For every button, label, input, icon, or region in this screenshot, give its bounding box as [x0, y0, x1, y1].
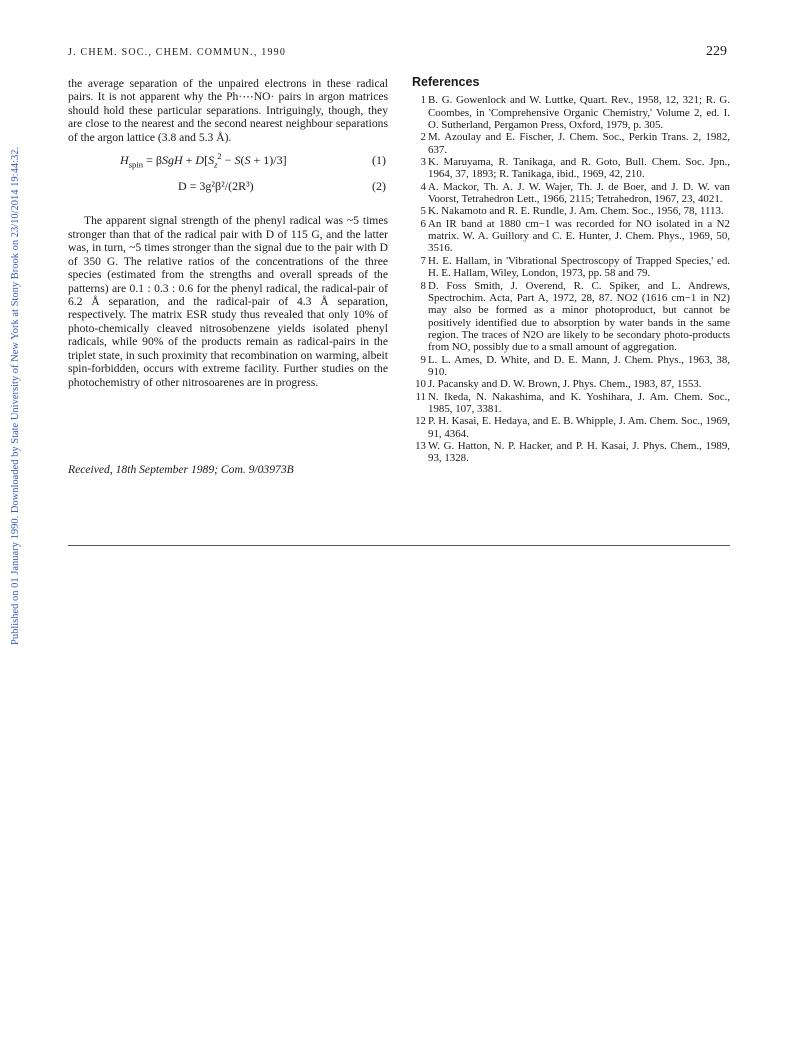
body-paragraph-1: the average separation of the unpaired electrons in these radical pairs. It is not apparent why the Ph·⋯NO· pairs in argon matrices should hold these particular separations. Intriguingly, though, they are close to the nearest and the second nearest neighbour separations of the argon lattice (3.8 and 5.3 Å).: [68, 77, 388, 144]
reference-number: 12: [415, 415, 426, 428]
page-divider: [68, 545, 730, 546]
reference-item: [412, 354, 730, 379]
reference-item: [412, 391, 730, 416]
reference-item: [412, 131, 730, 156]
download-stamp-text: Published on 01 January 1990. Downloaded by State University of New York at Stony Brook on 23/10/2014 19:44:32.: [10, 146, 21, 645]
reference-item: [412, 218, 730, 255]
reference-number: 8: [420, 279, 426, 292]
reference-item: [412, 156, 730, 181]
reference-number: 2: [420, 131, 426, 144]
reference-number: 11: [415, 390, 426, 403]
download-stamp: [10, 125, 22, 645]
reference-text: K. Nakamoto and R. E. Rundle, J. Am. Chem. Soc., 1956, 78, 1113.: [428, 205, 724, 218]
reference-number: 9: [420, 353, 426, 366]
reference-text: W. G. Hatton, N. P. Hacker, and P. H. Kasai, J. Phys. Chem., 1989, 93, 1328.: [428, 439, 730, 465]
equation-2: [68, 180, 388, 200]
reference-text: K. Maruyama, R. Tanikaga, and R. Goto, Bull. Chem. Soc. Jpn., 1964, 37, 1893; R. Tanikaga, ibid., 1969, 42, 210.: [428, 156, 730, 181]
reference-text: N. Ikeda, N. Nakashima, and K. Yoshihara, J. Am. Chem. Soc., 1985, 107, 3381.: [428, 390, 730, 415]
reference-text: A. Mackor, Th. A. J. W. Wajer, Th. J. de Boer, and J. D. W. van Voorst, Tetrahedron Lett., 1966, 2115; Tetrahedron, 1967, 23, 4021.: [428, 180, 730, 206]
reference-item: [412, 280, 730, 354]
reference-item: [412, 205, 730, 217]
equation-1-expression: $H_{spin} = \beta SgH + D[S_z^2 - S(S + 1)/3]$: [120, 151, 287, 170]
reference-item: [412, 440, 730, 465]
reference-list: [412, 94, 730, 464]
reference-text: H. E. Hallam, in 'Vibrational Spectroscopy of Trapped Species,' ed. H. E. Hallam, Wiley, London, 1973, pp. 58 and 79.: [428, 254, 730, 280]
reference-item: [412, 415, 730, 440]
body-paragraph-2: The apparent signal strength of the phenyl radical was ~5 times stronger than that of the radical pair with D of 115 G, and the latter was, in turn, ~5 times stronger than the signal due to the pair with D of 350 G. The relative ratios of the concentrations of the three species (estimated from the strengths and overall spreads of the patterns) are 0.1 : 0.3 : 0.6 for the phenyl radical, the radical-pair of 6.2 Å separation, and the radical-pair of 4.3 Å separation, respectively. The matrix ESR study thus revealed that only 10% of photo-chemically cleaved nitrosobenzene yields isolated phenyl radicals, while 90% of the products remain as radical-pairs in the triplet state, in such proximity that recombination on warming, albeit spin-forbidden, occurs with extreme facility. Further studies on the photochemistry of other nitrosoarenes are in progress.: [68, 214, 388, 389]
reference-text: J. Pacansky and D. W. Brown, J. Phys. Chem., 1983, 87, 1553.: [428, 378, 702, 391]
reference-number: 13: [415, 439, 426, 452]
reference-text: D. Foss Smith, J. Overend, R. C. Spiker, and L. Andrews, Spectrochim. Acta, Part A, 1972, 28, 87. NO2 (1616 cm−1 in N2) may also be formed as a minor photoproduct, but cannot be positively identified due to absorption by water bands in the same region. The traces of N2O are likely to be secondary photo-products from NO, possibly due to a small amount of aggregation.: [428, 279, 730, 354]
received-line: Received, 18th September 1989; Com. 9/03973B: [68, 463, 294, 476]
reference-text: L. L. Ames, D. White, and D. E. Mann, J. Chem. Phys., 1963, 38, 910.: [428, 353, 730, 378]
page-number: 229: [706, 44, 727, 59]
reference-item: [412, 181, 730, 206]
reference-number: 5: [420, 205, 426, 218]
reference-number: 3: [420, 156, 426, 169]
equation-2-number: (2): [372, 179, 386, 194]
reference-text: B. G. Gowenlock and W. Luttke, Quart. Rev., 1958, 12, 321; R. G. Coombes, in 'Comprehensive Organic Chemistry,' Volume 2, ed. I. O. Sutherland, Pergamon Press, Oxford, 1979, p. 305.: [428, 94, 730, 132]
equation-2-expression: D = 3g²β²/(2R³): [178, 179, 254, 194]
reference-item: [412, 255, 730, 280]
equation-1-number: (1): [372, 153, 386, 168]
reference-number: 7: [420, 254, 426, 267]
reference-number: 10: [415, 378, 426, 391]
reference-item: [412, 378, 730, 390]
reference-item: [412, 94, 730, 131]
left-column: [68, 77, 388, 389]
reference-number: 1: [420, 94, 426, 107]
reference-text: M. Azoulay and E. Fischer, J. Chem. Soc., Perkin Trans. 2, 1982, 637.: [428, 131, 730, 156]
running-head: J. CHEM. SOC., CHEM. COMMUN., 1990: [68, 47, 287, 58]
equation-1: [68, 151, 388, 174]
reference-text: An IR band at 1880 cm−1 was recorded for NO isolated in a N2 matrix. W. A. Guillory and C. E. Hunter, J. Chem. Phys., 1969, 50, 3516.: [428, 217, 730, 255]
reference-number: 4: [420, 180, 426, 193]
reference-number: 6: [420, 217, 426, 230]
reference-text: P. H. Kasai, E. Hedaya, and E. B. Whipple, J. Am. Chem. Soc., 1969, 91, 4364.: [428, 415, 730, 440]
references-heading: References: [412, 75, 480, 89]
references-column: [412, 76, 730, 465]
